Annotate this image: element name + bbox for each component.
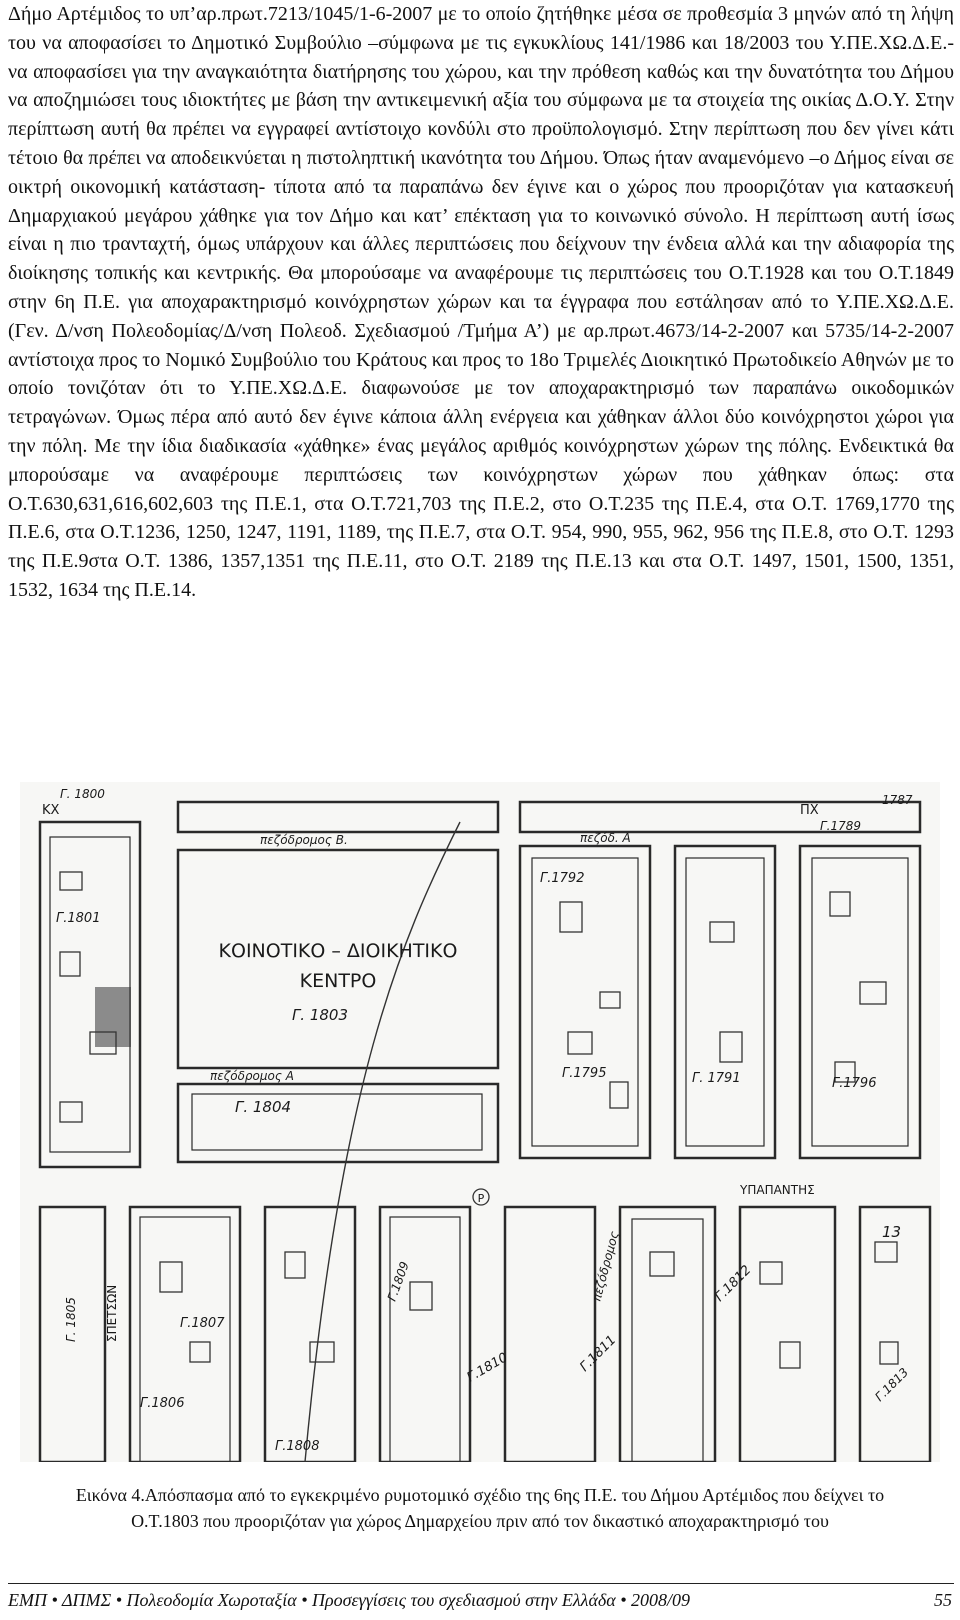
map-parking: P (477, 1192, 485, 1205)
map-street-spetson: ΣΠΕΤΣΩΝ (105, 1284, 119, 1342)
map-label-1796: Γ.1796 (832, 1076, 877, 1091)
map-label-px: ΠΧ (800, 803, 819, 818)
figure-caption-line1: Εικόνα 4.Απόσπασμα από το εγκεκριμένο ρυμοτομικό σχέδιο της 6ης Π.Ε. του Δήμου Αρτέμιδος που δείχνει το (75, 1485, 885, 1505)
map-street-ped-a-top: πεζόδ. Α (580, 831, 631, 845)
map-label-1801: Γ.1801 (56, 911, 101, 926)
page-number: 55 (934, 1590, 952, 1610)
footer-running-title: ΕΜΠ • ΔΠΜΣ • Πολεοδομία Χωροταξία • Προσεγγίσεις του σχεδιασμού στην Ελλάδα • 2008/09 (8, 1590, 691, 1610)
body-text (8, 0, 954, 605)
map-label-1800: Γ. 1800 (60, 787, 105, 801)
map-street-ped-b: πεζόδρομος Β. (260, 833, 348, 847)
map-label-1787: 1787 (882, 793, 913, 807)
figure-caption-line2: Ο.Τ.1803 που προοριζόταν για χώρος Δημαρχείου πριν από τον δικαστικό αποχαρακτηρισμό του (131, 1511, 829, 1531)
map-label-1809: Γ.1809 (384, 1259, 412, 1304)
map-label-1811: Γ.1811 (577, 1332, 620, 1375)
figure-caption (0, 1482, 960, 1534)
map-label-1804: Γ. 1804 (235, 1098, 292, 1116)
zoning-map-figure (20, 782, 940, 1462)
map-label-1812: Γ.1812 (712, 1262, 755, 1305)
map-label-1813: Γ.1813 (872, 1365, 912, 1405)
map-label-1805: Γ. 1805 (64, 1297, 78, 1342)
body-paragraph: Δήμο Αρτέμιδος το υπ’αρ.πρωτ.7213/1045/1-6-2007 με το οποίο ζητήθηκε μέσα σε προθεσμία 3 μηνών από τη λήψη του να αποφασίσει το Δημοτικό Συμβούλιο –σύμφωνα με τις εγκυκλίους 141/1986 και 18/2003 του Υ.ΠΕ.ΧΩ.Δ.Ε.- να αποφασίσει για την αναγκαιότητα διατήρησης του χώρου, και την πρόθεση καθώς και την δυνατότητα του Δήμου να αποζημιώσει τους ιδιοκτήτες με βάση την αντικειμενική αξία του σύμφωνα με τα στοιχεία της οικίας Δ.Ο.Υ. Στην περίπτωση αυτή θα πρέπει να εγγραφεί αντίστοιχο κονδύλι στο προϋπολογισμό. Στην περίπτωση που δεν γίνει κάτι τέτοιο θα πρέπει να αποδεικνύεται η πιστοληπτική ικανότητα του Δήμου. Όπως ήταν αναμενόμενο –ο Δήμος είναι σε οικτρή οικονομική κατάσταση- τίποτα από τα παραπάνω δεν έγινε και ο χώρος που προοριζόταν για κατασκευή Δημαρχιακού μεγάρου χάθηκε για τον Δήμο και κατ’ επέκταση για το κοινωνικό σύνολο. Η περίπτωση αυτή ίσως είναι η πιο τρανταχτή, όμως υπάρχουν και άλλες περιπτώσεις που δείχνουν την ένδεια αλλά και την αδιαφορία της διοίκησης τοπικής και κεντρικής. Θα μπορούσαμε να αναφέρουμε τις περιπτώσεις του Ο.Τ.1928 και του Ο.Τ.1849 στην 6η Π.Ε. για αποχαρακτηρισμό κοινόχρηστων χώρων και τα έγγραφα που εστάλησαν από το Υ.ΠΕ.ΧΩ.Δ.Ε. (Γεν. Δ/νση Πολεοδομίας/Δ/νση Πολεοδ. Σχεδιασμού /Τμήμα Α’) με αρ.πρωτ.4673/14-2-2007 και 5735/14-2-2007 αντίστοιχα προς το Νομικό Συμβούλιο του Κράτους και προς το 18ο Τριμελές Διοικητικό Πρωτοδικείο Αθηνών με το οποίο τονιζόταν ότι το Υ.ΠΕ.ΧΩ.Δ.Ε. διαφωνούσε με τον αποχαρακτηρισμό των παραπάνω οικοδομικών τετραγώνων. Όμως πέρα από αυτό δεν έγινε κάποια άλλη ενέργεια και χάθηκαν άλλοι δύο κοινόχρηστοι χώροι για την πόλη. Με την ίδια διαδικασία «χάθηκε» ένας μεγάλος αριθμός κοινόχρηστων χώρων της πόλης. Ενδεικτικά θα μπορούσαμε να αναφέρουμε περιπτώσεις των κοινόχρηστων χώρων που χάθηκαν όπως: στα Ο.Τ.630,631,616,602,603 της Π.Ε.1, στα Ο.Τ.721,703 της Π.Ε.2, στο Ο.Τ.235 της Π.Ε.4, στα Ο.Τ. 1769,1770 της Π.Ε.6, στα Ο.Τ.1236, 1250, 1247, 1191, 1189, της Π.Ε.7, στα Ο.Τ. 954, 990, 955, 962, 956 της Π.Ε.8, στο Ο.Τ. 1293 της Π.Ε.9στα Ο.Τ. 1386, 1357,1351 της Π.Ε.11, στο Ο.Τ. 2189 της Π.Ε.13 και στα Ο.Τ. 1497, 1501, 1500, 1351, 1532, 1634 της Π.Ε.14. (8, 3, 954, 601)
map-label-1806: Γ.1806 (140, 1396, 185, 1411)
map-street-ypapantis: ΥΠΑΠΑΝΤΗΣ (740, 1183, 815, 1197)
map-label-1791: Γ. 1791 (692, 1071, 741, 1086)
map-title-line1: ΚΟΙΝΟΤΙΚΟ – ΔΙΟΙΚΗΤΙΚΟ (218, 940, 458, 962)
map-label-1803: Γ. 1803 (291, 1006, 349, 1024)
footer-rule (8, 1583, 954, 1584)
map-label-1807: Γ.1807 (180, 1316, 225, 1331)
map-title-line2: ΚΕΝΤΡΟ (299, 970, 377, 992)
map-label-1810: Γ.1810 (464, 1350, 511, 1386)
zoning-map (20, 782, 940, 1462)
map-street-ped-bottom: πεζόδρομος (589, 1229, 622, 1303)
map-label-1808: Γ.1808 (275, 1439, 320, 1454)
map-label-kx: ΚΧ (42, 803, 60, 818)
map-label-1795: Γ.1795 (562, 1066, 607, 1081)
map-street-ped-a-mid: πεζόδρομος Α (210, 1069, 294, 1083)
map-label-13: 13 (882, 1223, 902, 1241)
map-label-1789: Γ.1789 (820, 819, 862, 833)
map-label-1792: Γ.1792 (540, 871, 585, 886)
